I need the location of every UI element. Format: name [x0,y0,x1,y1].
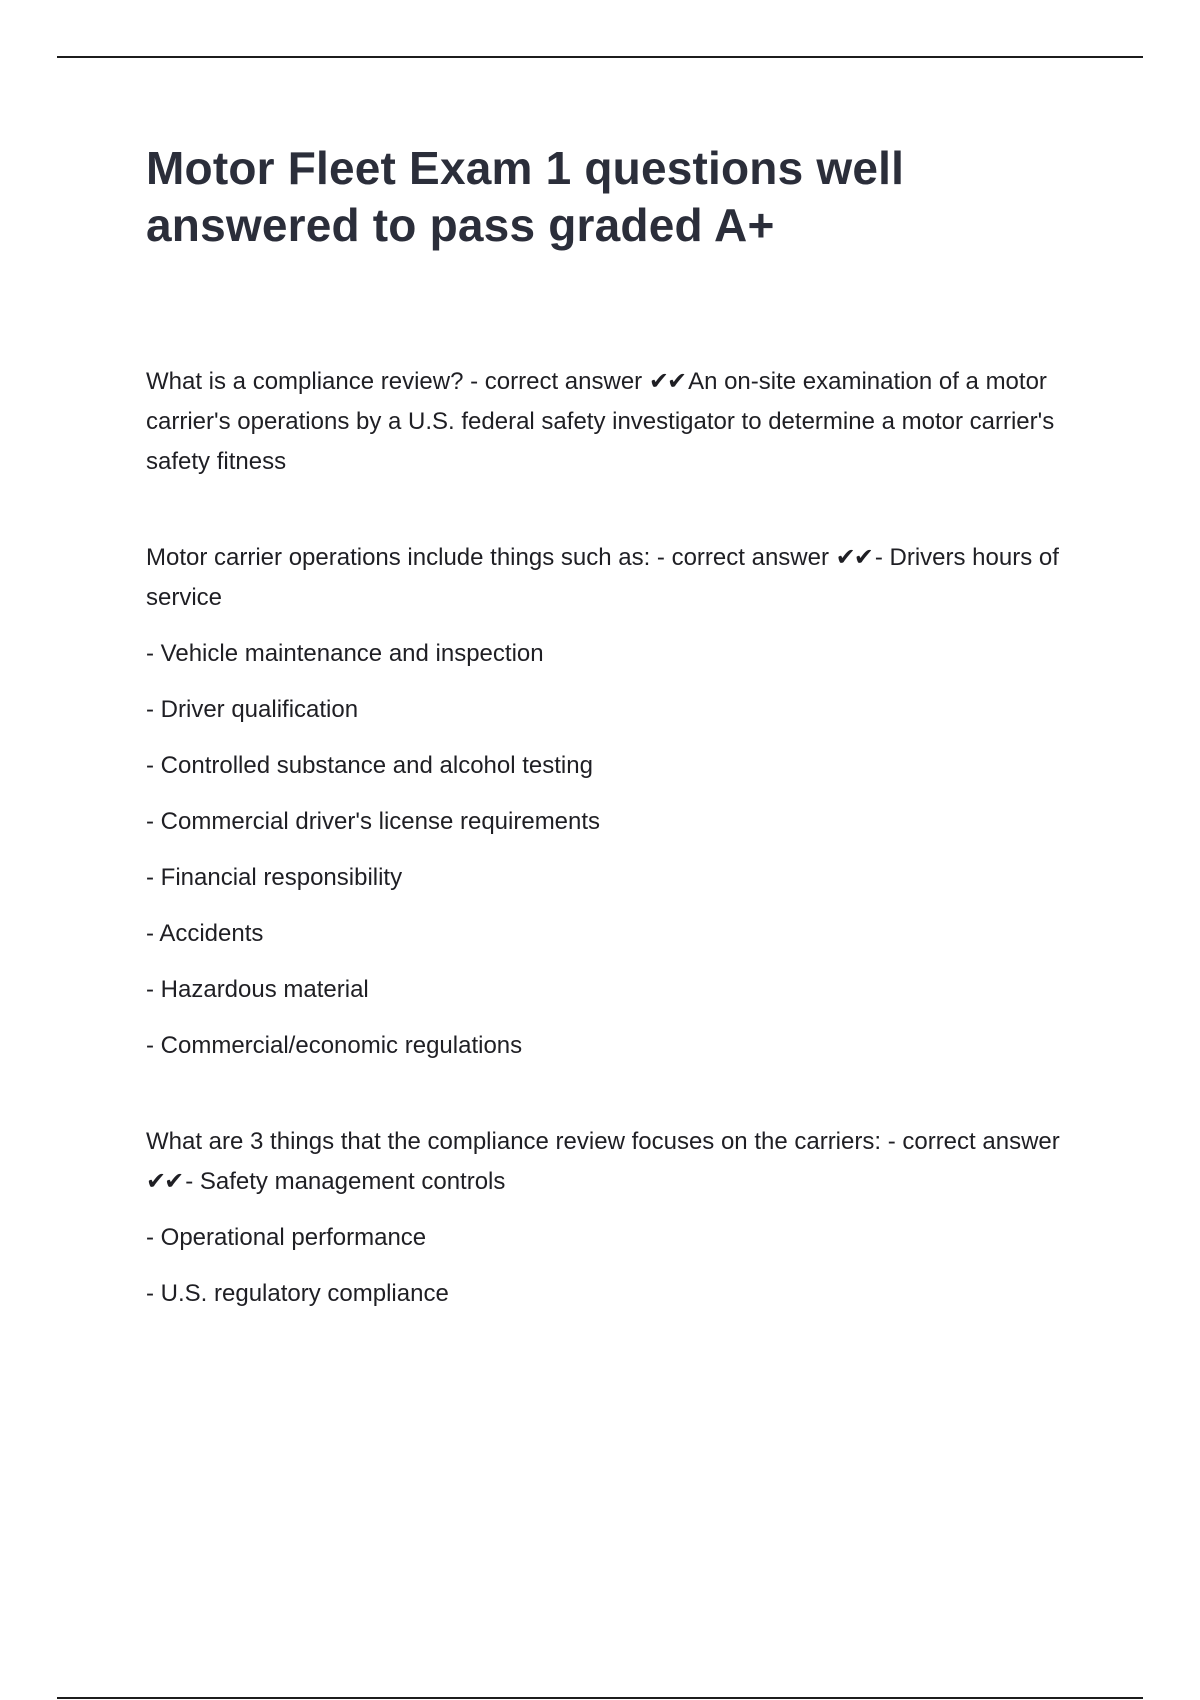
qa-list [146,362,1066,1314]
top-rule [57,56,1143,58]
answer-bullet: - Driver qualification [146,696,359,723]
answer-bullet: - U.S. regulatory compliance [146,1280,449,1307]
answer-bullet-list [146,1218,1066,1314]
answer-bullet: - Controlled substance and alcohol testing [146,752,593,779]
answer-text: - Drivers hours of service [146,544,1059,611]
qa-item [146,1122,1066,1314]
question-text: What are 3 things that the compliance review focuses on the carriers: - correct answer [146,1128,1060,1155]
qa-paragraph [146,1122,1066,1202]
answer-bullet: - Commercial/economic regulations [146,1032,523,1059]
question-text: Motor carrier operations include things such as: - correct answer [146,544,829,571]
answer-bullet: - Vehicle maintenance and inspection [146,640,544,667]
answer-bullet: - Hazardous material [146,976,369,1003]
bottom-rule [57,1697,1143,1699]
qa-paragraph [146,538,1066,618]
qa-paragraph [146,362,1066,482]
answer-text: An on-site examination of a motor carrier's operations by a U.S. federal safety investigator to determine a motor carrier's safety fitness [146,368,1055,475]
answer-bullet: - Operational performance [146,1224,427,1251]
qa-item [146,362,1066,482]
check-mark-icon: ✔✔ [648,368,686,395]
qa-item [146,538,1066,1066]
answer-bullet-list [146,634,1066,1066]
answer-text: - Safety management controls [185,1168,506,1195]
document-title: Motor Fleet Exam 1 questions well answered to pass graded A+ [146,142,905,251]
answer-bullet: - Financial responsibility [146,864,403,891]
question-text: What is a compliance review? - correct answer [146,368,643,395]
answer-bullet: - Accidents [146,920,264,947]
document-body [146,140,1066,1370]
check-mark-icon: ✔✔ [146,1168,183,1195]
answer-bullet: - Commercial driver's license requirements [146,808,601,835]
check-mark-icon: ✔✔ [835,544,872,571]
